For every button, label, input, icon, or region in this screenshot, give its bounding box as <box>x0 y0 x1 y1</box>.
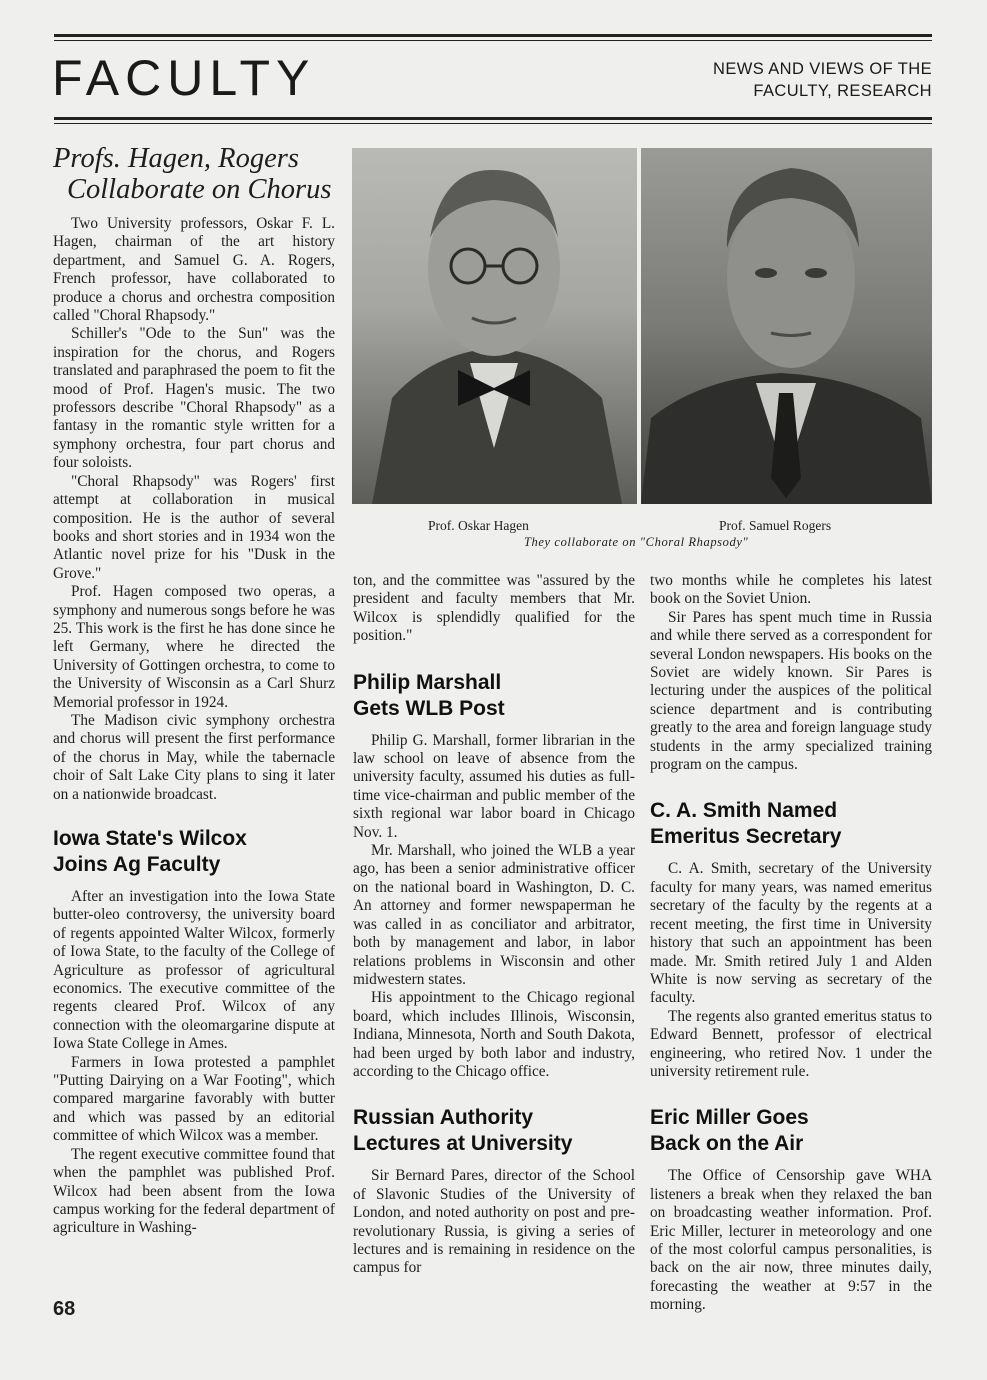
smith-paragraph: The regents also granted emeritus status to Edward Bennett, professor of electrical engineering, who retired Nov. 1 under the university retirement rule. <box>650 1007 932 1080</box>
smith-headline: C. A. Smith Named Emeritus Secretary <box>650 799 842 849</box>
chorus-paragraph: Two University professors, Oskar F. L. Hagen, chairman of the art history department, and Samuel G. A. Rogers, French professor, have collaborated to produce a chorus and orchestra composition called "Choral Rhapsody." <box>53 215 335 325</box>
marshall-paragraph: His appointment to the Chicago regional board, which includes Illinois, Wisconsin, Indiana, Minnesota, North and South Dakota, had been urged by both labor and industry, according to the Chicago office. <box>353 989 635 1080</box>
masthead-rule-top-thin <box>54 40 932 41</box>
pares-paragraph: Sir Pares has spent much time in Russia and while there served as a correspondent for several London newspapers. His books on the Soviet are widely known. Sir Pares is lecturing under the auspices of the political science department and is contributing greatly to the area and foreign language study students in the army specialized training program on the campus. <box>650 608 932 774</box>
chorus-paragraph: "Choral Rhapsody" was Rogers' first attempt at collaboration in musical composition. He is the author of several books and short stories and in 1934 won the Atlantic novel prize for his "Dusk in the Grove." <box>53 472 335 582</box>
chorus-headline: Profs. Hagen, Rogers Collaborate on Chorus <box>53 143 332 205</box>
photo-caption-subtitle: They collaborate on "Choral Rhapsody" <box>524 535 749 549</box>
masthead-rule-top <box>54 34 932 37</box>
marshall-headline: Philip Marshall Gets WLB Post <box>353 670 505 720</box>
portrait-rogers-illustration <box>641 148 932 504</box>
chorus-paragraph: Schiller's "Ode to the Sun" was the inspiration for the chorus, and Rogers translated and paraphrased the poem to fit the mood of Prof. Hagen's music. The two professors describe "Choral Rhapsody" as a fantasy in the romantic style written for a symphony orchestra, four part chorus and four soloists. <box>53 325 335 472</box>
portrait-hagen-illustration <box>352 148 637 504</box>
marshall-paragraph: Mr. Marshall, who joined the WLB a year ago, has been a senior administrative officer on the national board in Washington, D. C. An attorney and former newspaperman he was called in as conciliator and arbitrator, both by management and labor, in labor relations problems in Wisconsin and other midwestern states. <box>353 842 635 988</box>
pares-headline: Russian Authority Lectures at University <box>353 1106 573 1156</box>
wilcox-headline: Iowa State's Wilcox Joins Ag Faculty <box>53 827 247 876</box>
portrait-photos <box>352 148 932 504</box>
caption-rogers: Prof. Samuel Rogers <box>719 518 832 533</box>
wilcox-paragraph: The regent executive committee found that when the pamphlet was published Prof. Wilcox had been absent from the Iowa campus working for the federal department of agriculture in Washing- <box>53 1145 335 1237</box>
photo-samuel-rogers <box>641 148 932 504</box>
miller-headline: Eric Miller Goes Back on the Air <box>650 1106 809 1156</box>
column-3 <box>650 572 932 1315</box>
chorus-paragraph: The Madison civic symphony orchestra and chorus will present the first performance of the chorus in May, while the tabernacle choir of Salt Lake City plans to sing it later on a nationwide broadcast. <box>53 711 335 803</box>
tagline-line-1: NEWS AND VIEWS OF THE <box>713 60 932 78</box>
column-1 <box>53 143 335 1238</box>
section-title: FACULTY <box>52 50 316 106</box>
column-2 <box>353 572 635 1278</box>
section-tagline <box>713 58 932 102</box>
photo-oskar-hagen <box>352 148 637 504</box>
wilcox-paragraph: Farmers in Iowa protested a pamphlet "Putting Dairying on a War Footing", which compared margarine favorably with butter and which was passed by an editorial committee of which Wilcox was a member. <box>53 1053 335 1145</box>
page-number: 68 <box>53 1298 76 1320</box>
caption-hagen: Prof. Oskar Hagen <box>428 518 529 533</box>
chorus-paragraph: Prof. Hagen composed two operas, a symphony and numerous songs before he was 25. This work is the first he has done since he left Germany, where he directed the University of Gottingen orchestra, to come to the University of Wisconsin as a Carl Shurz Memorial professor in 1924. <box>53 583 335 711</box>
wilcox-paragraph: After an investigation into the Iowa State butter-oleo controversy, the university board of regents appointed Walter Wilcox, formerly of Iowa State, to the faculty of the College of Agriculture as professor of agricultural economics. The executive committee of the regents cleared Prof. Wilcox of any connection with the oleomargarine dispute at Iowa State College in Ames. <box>53 888 335 1053</box>
masthead-rule-bottom-thin <box>54 123 932 124</box>
masthead-rule-bottom <box>54 117 932 120</box>
miller-paragraph: The Office of Censorship gave WHA listeners a break when they relaxed the ban on broadcasting weather information. Prof. Eric Miller, lecturer in meteorology and one of the most colorful campus personalities, is back on the air now, three minutes daily, forecasting the weather at 9:57 in the morning. <box>650 1167 932 1314</box>
marshall-paragraph: Philip G. Marshall, former librarian in the law school on leave of absence from the university faculty, assumed his duties as full-time vice-chairman and public member of the sixth regional war labor board in Chicago Nov. 1. <box>353 731 635 841</box>
wilcox-continuation: ton, and the committee was "assured by the president and faculty members that Mr. Wilcox is splendidly qualified for the position." <box>353 572 635 645</box>
pares-continuation: two months while he completes his latest book on the Soviet Union. <box>650 572 932 608</box>
smith-paragraph: C. A. Smith, secretary of the University faculty for many years, was named emeritus secretary of the faculty by the regents at a recent meeting, the first time in University history that such an appointment has been made. Mr. Smith retired July 1 and Alden White is now serving as secretary of the faculty. <box>650 860 932 1007</box>
pares-paragraph: Sir Bernard Pares, director of the School of Slavonic Studies of the University of London, and noted authority on post and pre-revolutionary Russia, is giving a series of lectures and is remaining in residence on the campus for <box>353 1167 635 1277</box>
tagline-line-2: FACULTY, RESEARCH <box>753 82 932 100</box>
